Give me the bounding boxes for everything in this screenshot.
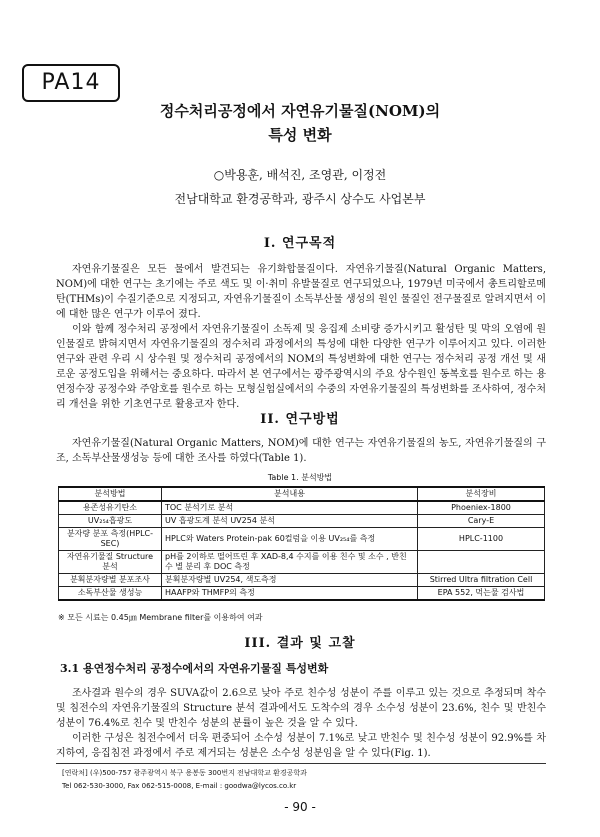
section-3-subheading: 3.1 용연정수처리 공정수에서의 자연유기물질 특성변화 [60, 662, 329, 675]
table-cell: HPLC와 Waters Protein-pak 60컬럼을 이용 UV₂₅₄를 측정 [162, 528, 418, 551]
table-cell: 용존성유기탄소 [59, 501, 162, 515]
table-cell: Phoeniex-1800 [418, 501, 545, 515]
table-row [59, 551, 545, 574]
table-cell: 자연유기물질 Structure 분석 [59, 551, 162, 574]
section-2-heading: II. 연구방법 [260, 412, 340, 427]
table-row [59, 515, 545, 528]
table-header-cell: 분석장비 [418, 487, 545, 501]
contact-line-2: Tel 062-530-3000, Fax 062-515-0008, E-mail : goodwa@lycos.co.kr [62, 782, 297, 790]
table-cell: TOC 분석기로 분석 [162, 501, 418, 515]
table-note: ※ 모든 시료는 0.45㎛ Membrane filter를 이용하여 여과 [58, 613, 263, 622]
affiliation: 전남대학교 환경공학과, 광주시 상수도 사업본부 [174, 192, 426, 206]
paragraph: 자연유기물질(Natural Organic Matters, NOM)에 대한 연구는 자연유기물질의 농도, 자연유기물질의 구조, 소독부산물생성능 등에 대한 조사를 하였다(Table 1). [56, 438, 546, 464]
section-1-body [56, 262, 546, 412]
authors: ○박용훈, 배석진, 조영관, 이정전 [213, 168, 387, 182]
table-cell: 분획분자량별 UV254, 색도측정 [162, 574, 418, 587]
table-cell: Cary-E [418, 515, 545, 528]
abstract-code-box: PA14 [22, 64, 120, 102]
table-cell: HPLC-1100 [418, 528, 545, 551]
table-cell [418, 551, 545, 574]
table-header-cell: 분석방법 [59, 487, 162, 501]
table-row [59, 501, 545, 515]
table-row [59, 587, 545, 601]
contact-line-1: [연락처] (우)500-757 광주광역시 북구 용봉동 300번지 전남대학교 환경공학과 [62, 769, 307, 777]
table-row [59, 574, 545, 587]
table-cell: pH를 2이하로 떨어뜨린 후 XAD-8,4 수지를 이용 친수 및 소수 , 반친수 별 분리 후 DOC 측정 [162, 551, 418, 574]
section-3-heading: III. 결과 및 고찰 [244, 636, 356, 651]
title-line-1: 정수처리공정에서 자연유기물질(NOM)의 [159, 102, 441, 120]
table-header-cell: 분석내용 [162, 487, 418, 501]
table-cell: UV 흡광도계 분석 UV254 분석 [162, 515, 418, 528]
section-2-body [56, 436, 546, 466]
table-header-row [59, 487, 545, 501]
table-cell: Stirred Ultra filtration Cell [418, 574, 545, 587]
table-cell: 분획분자량별 분포조사 [59, 574, 162, 587]
paragraph: 이러한 구성은 침전수에서 더욱 편중되어 소수성 성분이 7.1%로 낮고 반친수 및 친수성 성분이 92.9%를 차지하여, 응집침전 과정에서 주로 제거되는 성분은 소수성 성분임을 알 수 있다(Fig. 1). [56, 733, 546, 759]
section-1-heading: I. 연구목적 [263, 236, 337, 251]
paragraph: 자연유기물질은 모든 물에서 발견되는 유기화합물질이다. 자연유기물질(Natural Organic Matters, NOM)에 대한 연구는 초기에는 주로 색도 및 이·취미 유발물질로 연구되었으나, 1979년 미국에서 총트리할로메탄(THMs)이 수질기준으로 지정되고, 자연유기물질이 소독부산물 생성의 원인 물질인 전구물질로 알려지면서 이에 대한 많은 연구가 이루어 졌다. [56, 264, 546, 320]
page-number: - 90 - [284, 800, 316, 814]
title-line-2: 특성 변화 [268, 126, 332, 144]
analysis-methods-table [58, 486, 545, 601]
paragraph: 조사결과 원수의 경우 SUVA값이 2.6으로 낮아 주로 친수성 성분이 주를 이루고 있는 것으로 추정되며 착수 및 침전수의 자연유기물질의 Structure 분석 결과에서도 도착수의 경우 소수성 성분이 23.6%, 친수 및 반친수 성분이 76.4%로 친수 및 반친수 성분의 분률이 높은 것을 알 수 있다. [56, 688, 546, 729]
table-cell: UV₂₅₄흡광도 [59, 515, 162, 528]
table-cell: EPA 552, 먹는물 검사법 [418, 587, 545, 601]
paragraph: 이와 함께 정수처리 공정에서 자연유기물질이 소독제 및 응집제 소비량 증가시키고 활성탄 및 막의 오염에 원인물질로 밝혀지면서 자연유기물질의 정수처리 과정에서의 특성에 대한 다양한 연구가 이루어지고 있다. 이러한 연구와 관련 우리 시 상수원 및 정수처리 공정에서의 NOM의 특성변화에 대한 연구는 정수처리 공정 개선 및 새로운 공정도입을 위해서는 중요하다. 따라서 본 연구에서는 광주광역시의 주요 상수원인 동복호를 원수로 하는 용연정수장 공정수와 주암호를 원수로 하는 모형실험실에서의 수중의 자연유기물질의 특성변화를 조사하여, 정수처리 개선을 위한 기초연구로 활용코자 한다. [56, 324, 546, 410]
section-3-body [56, 686, 546, 761]
table-cell: 분자량 분포 측정(HPLC-SEC) [59, 528, 162, 551]
table-cell: HAAFP와 THMFP의 측정 [162, 587, 418, 601]
table-row [59, 528, 545, 551]
table-caption: Table 1. 분석방법 [267, 473, 333, 482]
table-cell: 소독부산물 생성능 [59, 587, 162, 601]
footer-divider [56, 763, 546, 764]
